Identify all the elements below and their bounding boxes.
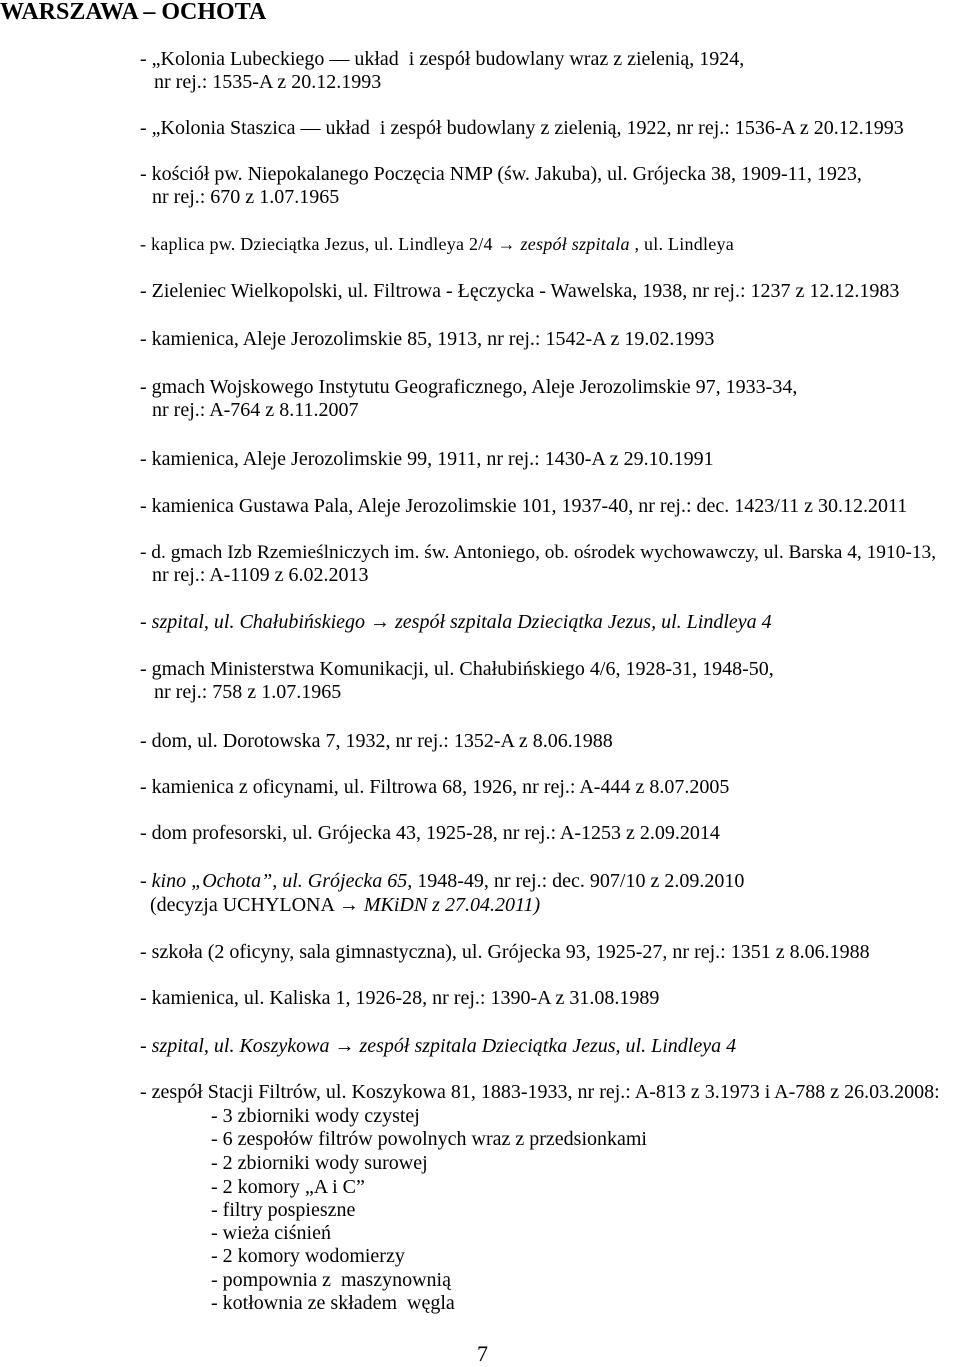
entry-text: - kamienica, Aleje Jerozolimskie 85, 1913, nr rej.: 1542-A z 19.02.1993: [140, 328, 715, 350]
entry-text: nr rej.: A-1109 z 6.02.2013: [152, 564, 369, 586]
entry-text: nr rej.: A-764 z 8.11.2007: [152, 399, 359, 421]
entry-text: - szkoła (2 oficyny, sala gimnastyczna), ul. Grójecka 93, 1925-27, nr rej.: 1351 z 8.06.1988: [140, 941, 870, 963]
entry-1-line-2: [154, 71, 381, 94]
entry-text: - dom profesorski, ul. Grójecka 43, 1925-28, nr rej.: A-1253 z 2.09.2014: [140, 822, 720, 844]
page-number: 7: [477, 1341, 488, 1366]
entry-text: - gmach Wojskowego Instytutu Geograficznego, Aleje Jerozolimskie 97, 1933-34,: [140, 376, 798, 398]
entry-text: - d. gmach Izb Rzemieślniczych im. św. Antoniego, ob. ośrodek wychowawczy, ul. Barska 4, 1910-13,: [140, 542, 937, 563]
entry-text: nr rej.: 1535-A z 20.12.1993: [154, 71, 382, 93]
entry-text: - dom, ul. Dorotowska 7, 1932, nr rej.: 1352-A z 8.06.1988: [140, 730, 613, 752]
entry-text: - kamienica z oficynami, ul. Filtrowa 68, 1926, nr rej.: A-444 z 8.07.2005: [140, 776, 730, 798]
entry-text: - kościół pw. Niepokalanego Poczęcia NMP (św. Jakuba), ul. Grójecka 38, 1909-11, 1923,: [140, 163, 862, 185]
entry-13-line-1: [140, 730, 613, 753]
entry-text: -: [140, 870, 152, 892]
entry-text-italic: MKiDN z 27.04.2011): [363, 894, 541, 916]
entry-text-italic: - szpital, ul. Chałubińskiego → zespół szpitala Dzieciątka Jezus, ul. Lindleya 4: [140, 611, 772, 633]
filter-station-component-9: - kotłownia ze składem węgla: [211, 1292, 455, 1314]
entry-text: 1948-49, nr rej.: dec. 907/10 z 2.09.2010: [412, 870, 745, 892]
entry-16-line-1: [140, 870, 744, 893]
entry-text: (decyzja UCHYLONA →: [150, 894, 364, 916]
entry-2-line-1: [140, 117, 904, 140]
entry-1-line-1: [140, 48, 744, 71]
entry-text: - kaplica pw. Dzieciątka Jezus, ul. Lindleya 2/4 →: [140, 234, 521, 254]
entry-text-italic: kino „Ochota”, ul. Grójecka 65,: [151, 870, 413, 892]
entry-8-line-1: [140, 448, 714, 471]
entry-3-line-1: [140, 163, 862, 186]
filter-station-component-1: - 3 zbiorniki wody czystej: [211, 1105, 420, 1127]
page-title: WARSZAWA – OCHOTA: [0, 0, 267, 25]
entry-20-line-1: [140, 1081, 940, 1104]
entry-19-line-1: [140, 1035, 736, 1058]
entry-text-italic: zespół szpitala: [520, 234, 630, 254]
entry-14-line-1: [140, 776, 729, 799]
entry-11-line-1: [140, 611, 772, 634]
entry-17-line-1: [140, 941, 870, 964]
entry-18-line-1: [140, 987, 659, 1010]
entry-16-line-2: [150, 894, 540, 917]
entry-text: , ul. Lindleya: [629, 234, 734, 254]
entry-text: - Zieleniec Wielkopolski, ul. Filtrowa - Łęczycka - Wawelska, 1938, nr rej.: 1237 z 12.12.1983: [140, 280, 900, 302]
entry-7-line-2: [152, 399, 358, 422]
entry-text: - zespół Stacji Filtrów, ul. Koszykowa 81, 1883-1933, nr rej.: A-813 z 3.1973 i A-788 z 26.03.2008:: [140, 1081, 940, 1103]
entry-3-line-2: [152, 186, 339, 209]
filter-station-component-4: - 2 komory „A i C”: [211, 1176, 365, 1198]
entry-15-line-1: [140, 822, 720, 845]
entry-7-line-1: [140, 376, 797, 399]
entry-6-line-1: [140, 328, 714, 351]
entry-10-line-1: [140, 541, 936, 564]
filter-station-component-8: - pompownia z maszynownią: [211, 1269, 451, 1291]
entry-text: - „Kolonia Staszica — układ i zespół budowlany z zielenią, 1922, nr rej.: 1536-A z 20.12.1993: [140, 117, 904, 139]
entry-12-line-1: [140, 658, 774, 681]
entry-10-line-2: [152, 564, 368, 587]
entry-text: - „Kolonia Lubeckiego — układ i zespół budowlany wraz z zielenią, 1924,: [140, 48, 745, 70]
filter-station-component-2: - 6 zespołów filtrów powolnych wraz z przedsionkami: [211, 1128, 647, 1150]
entry-text: nr rej.: 758 z 1.07.1965: [154, 681, 342, 703]
entry-text: - kamienica Gustawa Pala, Aleje Jerozolimskie 101, 1937-40, nr rej.: dec. 1423/11 z 30.12.2011: [140, 495, 908, 517]
filter-station-component-6: - wieża ciśnień: [211, 1222, 331, 1244]
filter-station-component-3: - 2 zbiorniki wody surowej: [211, 1152, 428, 1174]
entry-9-line-1: [140, 495, 907, 518]
filter-station-component-7: - 2 komory wodomierzy: [211, 1245, 405, 1267]
entry-5-line-1: [140, 280, 899, 303]
entry-text: - gmach Ministerstwa Komunikacji, ul. Chałubińskiego 4/6, 1928-31, 1948-50,: [140, 658, 774, 680]
entry-4-line-1: [140, 233, 734, 256]
entry-12-line-2: [154, 681, 341, 704]
entry-text-italic: - szpital, ul. Koszykowa → zespół szpitala Dzieciątka Jezus, ul. Lindleya 4: [140, 1035, 737, 1057]
entry-text: nr rej.: 670 z 1.07.1965: [152, 186, 340, 208]
filter-station-component-5: - filtry pospieszne: [211, 1199, 356, 1221]
entry-text: - kamienica, Aleje Jerozolimskie 99, 1911, nr rej.: 1430-A z 29.10.1991: [140, 448, 714, 470]
entry-text: - kamienica, ul. Kaliska 1, 1926-28, nr rej.: 1390-A z 31.08.1989: [140, 987, 660, 1009]
